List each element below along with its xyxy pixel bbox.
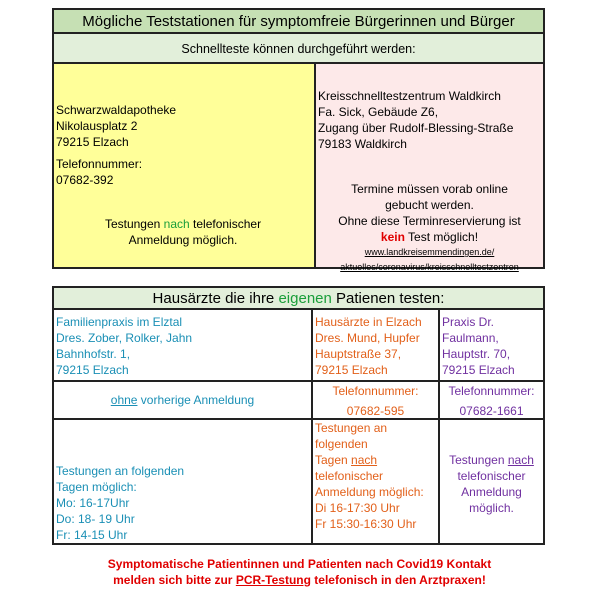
kein-highlight: kein xyxy=(380,230,405,244)
nach-highlight: nach xyxy=(351,453,378,467)
link-line2[interactable]: aktuelles/coronavirus/kreisschnelltestzentren xyxy=(340,262,519,272)
pharmacy-street: Nikolausplatz 2 xyxy=(56,119,138,133)
practice1-address: Familienpraxis im Elztal Dres. Zober, Rolker, Jahn Bahnhofstr. 1, 79215 Elzach xyxy=(56,314,308,378)
practice3-address: Praxis Dr. Faulmann, Hauptstr. 70, 79215 Elzach xyxy=(442,314,542,378)
note-highlight: nach xyxy=(163,217,190,231)
practice3-phone-number: 07682-1661 xyxy=(459,404,524,418)
nach-highlight: nach xyxy=(507,453,534,467)
practice3-phone: Telefonnummer: 07682-1661 xyxy=(440,383,543,419)
doctors-table xyxy=(52,286,545,545)
test-stations-table xyxy=(52,8,545,272)
test-center-cell xyxy=(316,64,543,272)
eigenen-highlight: eigenen xyxy=(278,290,332,307)
footer-note: Symptomatische Patientinnen und Patienten nach Covid19 Kontakt melden sich bitte zur PCR-Testung telefonisch in den Arztpraxen! xyxy=(107,557,492,587)
test-center-note: Termine müssen vorab online gebucht werden. Ohne diese Terminreservierung ist kein Test möglich! www.landkreisemmendingen.de/ aktuelles/coronavirus/kreisschnelltestzentren xyxy=(338,182,521,272)
ohne-highlight: ohne xyxy=(110,393,138,407)
pcr-highlight: PCR-Testung xyxy=(235,573,311,587)
table-subtitle: Schnellteste können durchgeführt werden: xyxy=(54,34,543,64)
pharmacy-cell xyxy=(54,64,316,267)
link-line1[interactable]: www.landkreisemmendingen.de/ xyxy=(364,247,495,257)
pharmacy-name: Schwarzwaldapotheke xyxy=(56,103,177,117)
table-title: Mögliche Teststationen für symptomfreie Bürgerinnen und Bürger xyxy=(54,10,543,34)
column-divider xyxy=(311,310,313,543)
practice3-times: Testungen nach telefonischer Anmeldung möglich. xyxy=(449,453,534,515)
pharmacy-phone-label: Telefonnummer: xyxy=(56,157,143,171)
practice2-name: Hausärzte in Elzach xyxy=(315,315,422,329)
pharmacy-note: Testungen nach telefonischer Anmeldung möglich. xyxy=(104,217,262,247)
test-center-address: Kreisschnelltestzentrum Waldkirch Fa. Sick, Gebäude Z6, Zugang über Rudolf-Blessing-Straße 79183 Waldkirch xyxy=(318,88,540,152)
practice1-times: Testungen an folgenden Tagen möglich: Mo: 16-17Uhr Do: 18- 19 Uhr Fr: 14-15 Uhr xyxy=(56,464,185,542)
practice1-name: Familienpraxis im Elztal xyxy=(56,315,183,329)
practice1-phone-note: ohne vorherige Anmeldung xyxy=(110,393,255,407)
pharmacy-phone: 07682-392 xyxy=(56,173,114,187)
practice2-phone: Telefonnummer: 07682-595 xyxy=(313,383,438,419)
pharmacy-address xyxy=(56,102,311,188)
practice2-phone-number: 07682-595 xyxy=(346,404,405,418)
table-title: Hausärzte die ihre eigenen Patienen testen: xyxy=(54,288,543,310)
row-divider xyxy=(54,380,543,382)
practice2-times: Testungen an folgenden Tagen nach telefonischer Anmeldung möglich: Di 16-17:30 Uhr Fr 15:30-16:30 Uhr xyxy=(315,421,424,531)
test-center-name: Kreisschnelltestzentrum Waldkirch xyxy=(318,89,501,103)
pharmacy-city: 79215 Elzach xyxy=(56,135,129,149)
practice3-name: Praxis Dr. xyxy=(442,315,495,329)
practice2-address: Hausärzte in Elzach Dres. Mund, Hupfer Hauptstraße 37, 79215 Elzach xyxy=(315,314,437,378)
